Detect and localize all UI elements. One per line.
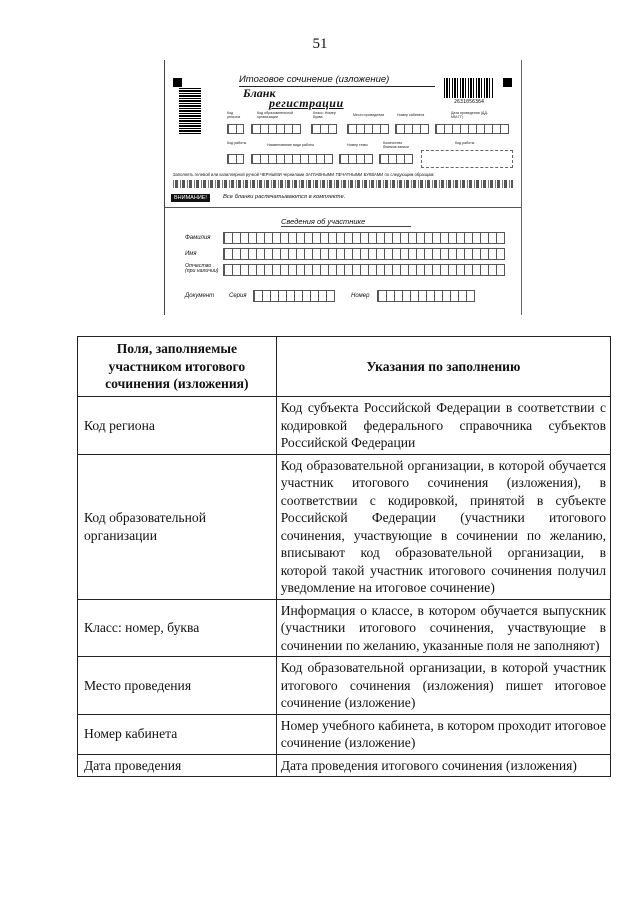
label-class: Класс: Номер Буква <box>313 111 336 119</box>
table-row <box>78 714 611 754</box>
row-field: Место проведения <box>78 657 277 715</box>
form-instructions: Заполнять гелевой или капиллярной ручкой ЧЕРНЫМИ чернилами ЗАГЛАВНЫМИ ПЕЧАТНЫМИ БУКВАМИ по следующим образцам: <box>173 172 435 177</box>
number-cells <box>377 290 475 302</box>
row-instruction: Информация о классе, в котором обучается выпускник (участники итогового сочинения, участвующие в сочинении по желанию, указанные поля не заполняют) <box>276 599 610 657</box>
row-field: Код региона <box>78 397 277 455</box>
label-date: Дата проведения (ДД-ММ-ГГ) <box>451 111 488 119</box>
row-instruction: Код образовательной организации, в которой обучается участник итогового сочинения (изложения), в соответствии с кодировкой, принятой в субъекте Российской Федерации (участники итогового сочинения, участвующие в сочинении по желанию, вписывают код образовательной организации, в которой такой участник итогового сочинения получил уведомление на итоговое сочинение) <box>276 454 610 599</box>
label-region-code: Код региона <box>227 111 241 119</box>
participant-section-title: Сведения об участнике <box>281 217 411 227</box>
warning-text: Все бланки распечатываются в комплекте. <box>223 194 346 200</box>
label-exam-code: Код работы <box>227 141 247 145</box>
label-sign: Код работы <box>455 141 475 145</box>
page-number: 51 <box>312 36 328 52</box>
table-header-row <box>78 337 611 397</box>
table-row <box>78 454 611 599</box>
table-row <box>78 657 611 715</box>
number-label: Номер <box>351 293 370 299</box>
vertical-barcode-icon <box>179 88 201 134</box>
row-instruction: Дата проведения итогового сочинения (изложения) <box>276 754 610 777</box>
registration-form-image <box>164 60 522 315</box>
org-code-cells <box>251 124 301 134</box>
surname-label: Фамилия <box>185 235 211 241</box>
label-variant: Номер темы <box>347 143 368 147</box>
date-cells <box>435 124 509 134</box>
table-header-fields: Поля, заполняемые участником итогового сочинения (изложения) <box>78 337 277 397</box>
form-blank-word: Бланк <box>243 86 276 100</box>
warning-row <box>165 193 521 204</box>
name-cells <box>223 248 505 260</box>
row-instruction: Номер учебного кабинета, в котором проходит итоговое сочинение (изложение) <box>276 714 610 754</box>
exam-name-cells <box>251 154 333 164</box>
table-row <box>78 599 611 657</box>
row-instruction: Код образовательной организации, в которой участник итогового сочинения (изложения) пишет итоговое сочинение (изложение) <box>276 657 610 715</box>
label-exam-name: Наименование вида работы <box>267 143 315 147</box>
warning-label: ВНИМАНИЕ! <box>171 194 210 202</box>
table-header-instructions: Указания по заполнению <box>276 337 610 397</box>
label-place: Место проведения <box>353 113 385 117</box>
row-field: Номер кабинета <box>78 714 277 754</box>
divider <box>165 207 521 208</box>
corner-marker-icon <box>173 78 182 87</box>
seat-cells <box>379 154 413 164</box>
series-cells <box>253 290 335 302</box>
surname-cells <box>223 232 505 244</box>
row-instruction: Код субъекта Российской Федерации в соответствии с кодировкой федерального справочника субъектов Российской Федерации <box>276 397 610 455</box>
instructions-table <box>77 336 611 777</box>
sample-characters-strip <box>173 180 513 188</box>
corner-marker-icon <box>503 78 512 87</box>
label-seat: Количество бланков записи <box>383 141 409 149</box>
label-room: Номер кабинета <box>397 113 425 117</box>
room-cells <box>395 124 429 134</box>
exam-code-cells <box>227 154 244 164</box>
row-field: Код образовательной организации <box>78 454 277 599</box>
form-blank-type: регистрации <box>269 96 344 110</box>
barcode-icon <box>444 78 494 98</box>
signature-box <box>421 150 513 168</box>
table-row <box>78 397 611 455</box>
document-label: Документ <box>185 293 215 299</box>
row-field: Дата проведения <box>78 754 277 777</box>
class-cells <box>311 124 337 134</box>
patronymic-label: Отчество (при наличии) <box>185 263 219 274</box>
series-label: Серия <box>229 293 247 299</box>
table-row <box>78 754 611 777</box>
place-cells <box>347 124 389 134</box>
region-code-cells <box>227 124 244 134</box>
form-title: Итоговое сочинение (изложение) <box>239 74 435 87</box>
barcode-number: 2631056364 <box>453 99 485 105</box>
variant-cells <box>339 154 373 164</box>
row-field: Класс: номер, буква <box>78 599 277 657</box>
name-label: Имя <box>185 251 197 257</box>
patronymic-cells <box>223 264 505 276</box>
label-org-code: Код образовательной организации <box>257 111 293 119</box>
